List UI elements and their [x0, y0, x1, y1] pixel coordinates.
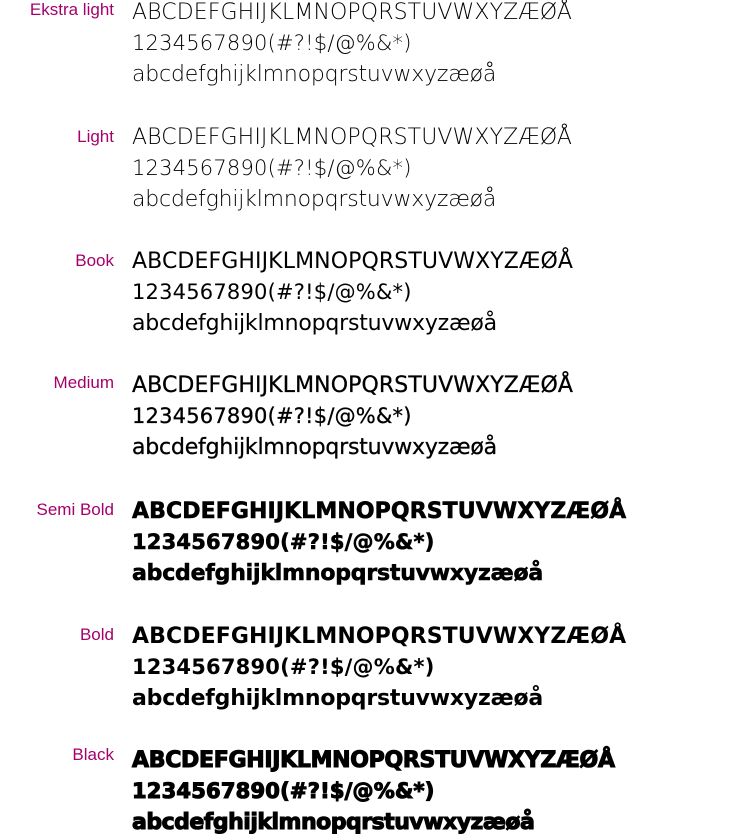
uppercase-sample: ABCDEFGHIJKLMNOPQRSTUVWXYZÆØÅ — [132, 0, 572, 25]
glyph-sample — [132, 745, 615, 838]
numerals-sample: 1234567890(#?!$/@%&*) — [132, 31, 412, 55]
glyph-sample — [132, 0, 572, 90]
uppercase-sample: ABCDEFGHIJKLMNOPQRSTUVWXYZÆØÅ — [132, 373, 574, 398]
weight-label: Semi Bold — [36, 500, 114, 519]
glyph-sample — [132, 246, 573, 339]
uppercase-sample: ABCDEFGHIJKLMNOPQRSTUVWXYZÆØÅ — [132, 125, 572, 150]
weight-label: Ekstra light — [29, 0, 114, 19]
lowercase-sample: abcdefghijklmnopqrstuvwxyzæøå — [132, 187, 497, 212]
lowercase-sample: abcdefghijklmnopqrstuvwxyzæøå — [132, 62, 497, 87]
lowercase-sample: abcdefghijklmnopqrstuvwxyzæøå — [132, 810, 535, 835]
lowercase-sample: abcdefghijklmnopqrstuvwxyzæøå — [132, 686, 544, 711]
glyph-sample — [132, 370, 573, 463]
numerals-sample: 1234567890(#?!$/@%&*) — [132, 404, 412, 428]
numerals-sample: 1234567890(#?!$/@%&*) — [132, 280, 412, 304]
weight-label: Book — [75, 251, 114, 270]
uppercase-sample: ABCDEFGHIJKLMNOPQRSTUVWXYZÆØÅ — [132, 748, 615, 773]
weight-label: Medium — [53, 373, 114, 392]
uppercase-sample: ABCDEFGHIJKLMNOPQRSTUVWXYZÆØÅ — [132, 624, 627, 649]
weight-label: Light — [77, 127, 114, 146]
numerals-sample: 1234567890(#?!$/@%&*) — [132, 655, 435, 679]
lowercase-sample: abcdefghijklmnopqrstuvwxyzæøå — [132, 435, 497, 460]
glyph-sample — [132, 496, 626, 589]
lowercase-sample: abcdefghijklmnopqrstuvwxyzæøå — [132, 311, 497, 336]
lowercase-sample: abcdefghijklmnopqrstuvwxyzæøå — [132, 561, 544, 586]
numerals-sample: 1234567890(#?!$/@%&*) — [132, 156, 412, 180]
numerals-sample: 1234567890(#?!$/@%&*) — [132, 779, 435, 803]
weight-label: Bold — [79, 625, 114, 644]
numerals-sample: 1234567890(#?!$/@%&*) — [132, 530, 435, 554]
weight-label: Black — [72, 745, 114, 764]
uppercase-sample: ABCDEFGHIJKLMNOPQRSTUVWXYZÆØÅ — [132, 499, 627, 524]
uppercase-sample: ABCDEFGHIJKLMNOPQRSTUVWXYZÆØÅ — [132, 249, 574, 274]
glyph-sample — [132, 621, 626, 714]
glyph-sample — [132, 122, 572, 215]
